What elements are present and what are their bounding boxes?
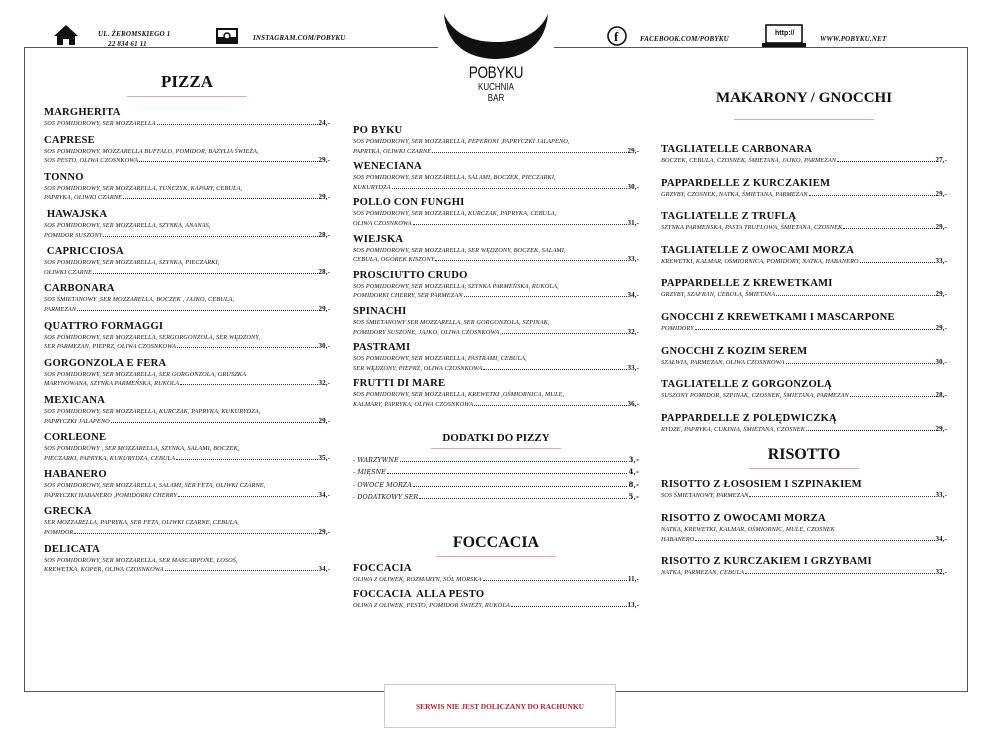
item-desc: POMIDORY SUSZONE, JAJKO, OLIWA CZOSNKOWA, — [353, 328, 501, 336]
item-desc: NATKA, KREWETKI, KALMAR, OŚMIORNIC, MULE, CZOSNEK — [661, 525, 835, 533]
menu-item — [661, 312, 947, 334]
addon-name: - WARZYWNE — [353, 456, 399, 464]
menu-item — [44, 246, 330, 277]
item-desc: KREWETKI, KALMAR, OŚMIORNICA, POMIDORY, NATKA, HABANERO — [661, 257, 859, 265]
item-price: 32,- — [935, 568, 947, 577]
leader-dots — [483, 369, 626, 370]
item-desc: GRZYBY, SZAFRAN, CEBULA, ŚMIETANA — [661, 291, 776, 299]
item-name: PAPPARDELLE Z KURCZAKIEM — [661, 177, 831, 189]
item-name: PO BYKU — [353, 125, 403, 136]
makarony-list — [661, 144, 947, 434]
menu-item — [353, 563, 639, 585]
menu-item — [44, 358, 330, 389]
item-price: 29,- — [935, 189, 947, 198]
item-price: 24,- — [318, 119, 330, 127]
item-price: 30,- — [627, 182, 639, 191]
pizza-title: PIZZA — [161, 72, 213, 91]
leader-dots — [165, 570, 318, 571]
menu-item — [661, 479, 947, 501]
service-note: SERWIS NIE JEST DOLICZANY DO RACHUNKU — [384, 684, 616, 728]
item-name: HAWAJSKA — [44, 208, 108, 220]
addon-price: 5,- — [628, 492, 639, 501]
item-name: TONNO — [44, 171, 84, 183]
addon-name: - OWOCE MORZA — [353, 481, 412, 489]
item-desc: KUKURYDZA — [353, 183, 391, 191]
dodatki-list — [353, 454, 639, 504]
item-desc: PAPRYKA, OLIWKI CZARNE — [353, 147, 432, 155]
item-price: 32,- — [627, 327, 639, 336]
item-desc: SER PARMEZAN, PIEPRZ, OLIWA CZOSNKOWA — [44, 343, 177, 351]
item-price: 29,- — [935, 290, 947, 299]
leader-dots — [850, 396, 935, 397]
item-desc: POMIDOR SUSZONY — [44, 231, 103, 239]
item-desc-last — [44, 528, 330, 538]
item-desc: SOS POMIDOROWY, MOZZARELLA BUFFALO, POMIDOR, BAZYLIA ŚWIEŻA, — [44, 147, 259, 155]
item-desc-last — [661, 324, 947, 334]
item-name: DELICATA — [44, 543, 100, 555]
menu-item — [44, 432, 330, 463]
item-desc-last — [661, 223, 947, 233]
item-desc-last — [44, 491, 330, 501]
item-price: 34,- — [935, 534, 947, 543]
menu-item — [44, 172, 330, 203]
right-column — [661, 90, 947, 590]
item-price: 28,- — [935, 391, 947, 400]
risotto-divider — [749, 468, 859, 469]
leader-dots — [180, 384, 317, 385]
addon-price: 4,- — [628, 467, 639, 476]
item-price: 29,- — [627, 146, 639, 155]
menu-item — [661, 278, 947, 300]
brand-sub2: BAR — [487, 93, 505, 104]
item-desc: SOS PESTO, OLIWA CZOSNKOWA — [44, 157, 139, 165]
item-desc: OLIWA Z OLIWEK, ROZMARYN, SÓL MORSKA — [353, 575, 482, 583]
item-name: PAPPARDELLE Z POLĘDWICZKĄ — [661, 412, 837, 424]
item-price: 29,- — [318, 304, 330, 313]
website-link[interactable]: WWW.POBYKU.NET — [820, 35, 887, 43]
item-desc-last — [44, 305, 330, 315]
leader-dots — [93, 273, 318, 274]
menu-item — [661, 178, 947, 200]
item-desc-last — [44, 231, 330, 241]
item-desc: CEBULA, OGÓREK KISZONY — [353, 256, 435, 264]
item-desc-last — [44, 193, 330, 203]
item-desc: SOS ŚMIETANOWY ,SER MOZZARELLA, BOCZEK , JAJKO, CEBULA, — [44, 296, 235, 304]
item-desc: PARMEZAN — [44, 305, 77, 313]
home-icon — [53, 24, 79, 46]
leader-dots — [776, 295, 934, 296]
item-price: 11,- — [627, 574, 639, 583]
addon-name: - MIĘSNE — [353, 469, 386, 476]
leader-dots — [413, 486, 628, 487]
item-desc: POMIDORKI CHERRY, SER PARMEZAN — [353, 292, 463, 300]
brand-name: POBYKU — [468, 63, 524, 82]
item-name: FOCCACIA ALLA PESTO — [353, 589, 485, 601]
leader-dots — [400, 461, 628, 462]
item-name: FRUTTI DI MARE — [353, 378, 446, 390]
addon-row — [353, 491, 639, 504]
leader-dots — [392, 188, 627, 189]
item-desc: BOCZEK, CEBULA, CZOSNEK, ŚMIETANA, JAJKO, PARMEZAN — [661, 157, 837, 164]
item-desc: MARYNOWANA, SZYNKA PARMEŃSKA, RUKOLA — [44, 380, 180, 388]
item-desc-last — [353, 183, 639, 193]
leader-dots — [103, 236, 317, 237]
item-desc-last — [353, 219, 639, 229]
leader-dots — [157, 124, 318, 125]
menu-item — [661, 211, 947, 233]
item-desc-last — [661, 425, 947, 435]
camera-icon — [216, 28, 238, 44]
item-desc-last — [44, 454, 330, 464]
item-name: FOCCACIA — [353, 562, 412, 574]
leader-dots — [77, 310, 317, 311]
item-price: 13,- — [627, 601, 639, 610]
menu-item — [353, 378, 639, 409]
instagram-link[interactable]: INSTAGRAM.COM/POBYKU — [253, 34, 346, 42]
item-name: PASTRAMI — [353, 342, 411, 354]
item-name: WIEJSKA — [353, 233, 404, 245]
pizza-column — [44, 72, 330, 581]
leader-dots — [464, 296, 627, 297]
leader-dots — [695, 329, 935, 330]
menu-item — [353, 125, 639, 156]
item-desc: SOS POMIDOROWY, SER MOZZARELLA, SZYNKA, ANANAS, — [44, 221, 211, 229]
item-price: 29,- — [318, 156, 330, 165]
item-desc-last — [44, 156, 330, 166]
menu-item — [44, 107, 330, 129]
item-price: 31,- — [627, 218, 639, 227]
leader-dots — [387, 473, 628, 474]
item-desc-last — [353, 255, 639, 265]
pizza-list — [44, 107, 330, 575]
leader-dots — [695, 540, 934, 541]
leader-dots — [837, 161, 934, 162]
addon-row — [353, 466, 639, 479]
menu-item — [353, 234, 639, 265]
item-desc-last — [44, 565, 330, 575]
menu-item — [353, 342, 639, 373]
horns-logo-icon — [438, 12, 554, 64]
item-name: POLLO CON FUNGHI — [353, 197, 465, 209]
menu-item — [353, 270, 639, 301]
item-desc: SOS POMIDOROWY, SER MOZZARELLA, TUŃCZYK, KAPARY, CEBULA, — [44, 184, 243, 192]
item-name: TAGLIATELLE CARBONARA — [661, 144, 813, 155]
menu-item — [661, 513, 947, 544]
addon-name: - DODATKOWY SER — [353, 494, 419, 501]
leader-dots — [806, 430, 934, 431]
item-desc: SZYNKA PARMEŃSKA, PASTA TRUFLOWA, ŚMIETANA, CZOSNEK — [661, 224, 843, 232]
facebook-link[interactable]: FACEBOOK.COM/POBYKU — [640, 35, 729, 43]
item-desc: SOS POMIDOROWY, SER MOZZARELLA, KURCZAK, PAPRYKA, KUKURYDZA, — [44, 407, 261, 415]
item-desc: SER MOZZARELLA, PAPRYKA, SER FETA, OLIWKI CZARNE, CEBULA, — [44, 519, 239, 527]
risotto-list — [661, 479, 947, 577]
pizza-divider — [127, 96, 247, 97]
item-desc-last — [44, 417, 330, 427]
leader-dots — [178, 496, 317, 497]
item-desc: PAPRYKA, OLIWKI CZARNE — [44, 194, 123, 202]
item-desc: HABANERO — [661, 535, 695, 543]
item-price: 27,- — [935, 156, 947, 164]
leader-dots — [860, 262, 935, 263]
item-name: QUATTRO FORMAGGI — [44, 320, 164, 332]
item-desc: PAPRYCZKI HABANERO ,POMIDORKI CHERRY — [44, 491, 178, 499]
item-desc: SOS ŚMIETANOWY, PARMEZAN — [661, 492, 749, 500]
leader-dots — [74, 533, 317, 534]
item-desc-last — [353, 400, 639, 410]
item-desc: PIECZARKI, PAPRYKA, KUKURYDZA, CEBULA — [44, 454, 176, 462]
addon-price: 8,- — [628, 479, 639, 489]
addon-row — [353, 479, 639, 492]
item-desc: SOS POMIDOROWY, SER MOZZARELLA, SER MASCARPONE, ŁOSOŚ, — [44, 556, 238, 564]
item-desc-last — [353, 291, 639, 301]
item-price: 33,- — [935, 491, 947, 500]
brand-sub1: KUCHNIA — [477, 82, 514, 93]
leader-dots — [749, 496, 934, 497]
leader-dots — [502, 333, 627, 334]
item-price: 33,- — [627, 363, 639, 372]
item-desc: POMIDORY — [661, 324, 694, 332]
item-name: RISOTTO Z KURCZAKIEM I GRZYBAMI — [661, 556, 872, 568]
addon-row — [353, 454, 639, 467]
item-price: 30,- — [318, 342, 330, 351]
item-desc-last — [661, 358, 947, 368]
item-desc: OLIWA CZOSNKOWA — [353, 219, 412, 227]
item-desc-last — [353, 147, 639, 157]
item-desc-last — [661, 535, 947, 545]
item-name: MEXICANA — [44, 394, 106, 406]
phone: 22 834 61 11 — [108, 40, 147, 48]
item-name: PAPPARDELLE Z KREWETKAMI — [661, 278, 833, 290]
leader-dots — [419, 498, 627, 499]
item-desc: SOS POMIDOROWY, SER MOZZARELLA, KREWETKI ,OŚMIORNICA, MULE, — [353, 391, 565, 399]
item-desc: PAPRYCZKI JALAPENO — [44, 417, 110, 425]
item-desc-last — [661, 391, 947, 401]
item-desc: SZAŁWIA, PARMEZAN, OLIWA CZOSNKOWA — [661, 358, 785, 366]
item-desc: RYDZE, PAPRYKA, CUKINIA, ŚMIETANA, CZOSNEK — [661, 425, 806, 433]
leader-dots — [177, 347, 317, 348]
item-desc: SOS POMIDOROWY, SER MOZZARELLA, SER GORGONZOLA, GRUSZKA — [44, 370, 247, 378]
menu-item — [44, 506, 330, 537]
leader-dots — [176, 459, 317, 460]
item-name: CAPRESE — [44, 134, 95, 146]
item-name: GRECKA — [44, 506, 92, 518]
logo — [438, 12, 554, 120]
leader-dots — [474, 405, 626, 406]
addon-price: 3,- — [628, 454, 639, 464]
item-desc: SOS POMIDOROWY, SER MOZZARELLA, SER WĘDZONY, BOCZEK, SALAMI, — [353, 246, 566, 254]
menu-item — [44, 395, 330, 426]
item-desc: SOS POMIDOROWY , SER MOZZARELLA, SZYNKA, SALAMI, BOCZEK, — [44, 445, 240, 453]
item-desc-last — [661, 290, 947, 300]
item-desc-last — [353, 364, 639, 374]
middle-column — [353, 125, 639, 616]
item-desc-last — [353, 575, 639, 585]
menu-item — [353, 306, 639, 337]
item-name: TAGLIATELLE Z OWOCAMI MORZA — [661, 244, 855, 256]
item-price: 29,- — [318, 193, 330, 202]
risotto-title: RISOTTO — [767, 446, 841, 464]
menu-item — [44, 209, 330, 240]
item-name: CARBONARA — [44, 283, 115, 295]
item-name: RISOTTO Z OWOCAMI MORZA — [661, 512, 826, 524]
item-price: 29,- — [935, 223, 947, 232]
item-desc: SOS POMIDOROWY, SER MOZZARELLA — [44, 120, 156, 127]
leader-dots — [413, 224, 627, 225]
item-desc: KREWETKA, KOPER, OLIWA CZOSNKOWA — [44, 566, 164, 574]
foccacia-title: FOCCACIA — [452, 533, 540, 551]
address-line1: UL. ŻEROMSKIEGO 1 — [98, 30, 171, 38]
leader-dots — [111, 422, 318, 423]
leader-dots — [786, 363, 935, 364]
leader-dots — [745, 573, 934, 574]
item-name: PROSCIUTTO CRUDO — [353, 269, 468, 281]
item-desc: POMIDOR — [44, 529, 74, 537]
item-desc-last — [353, 328, 639, 338]
menu-item — [44, 283, 330, 314]
item-price: 35,- — [318, 453, 330, 462]
menu-item — [661, 413, 947, 435]
menu-item — [661, 346, 947, 368]
menu-item — [661, 556, 947, 578]
item-desc: SOS POMIDOROWY, SER MOZZARELLA, SERGORGONZOLA, SER WĘDZONY, — [44, 333, 261, 341]
item-name: CORLEONE — [44, 432, 107, 444]
item-desc: SUSZONY POMIDOR, SZPINAK, CZOSNEK, ŚMIETANA, PARMEZAN — [661, 392, 849, 400]
leader-dots — [809, 195, 935, 196]
item-price: 28,- — [318, 230, 330, 239]
item-desc-last — [661, 156, 947, 166]
item-desc: SOS POMIDOROWY, SER MOZZARELLA, SALAMI, BOCZEK, PIECZARKI, — [353, 174, 556, 182]
leader-dots — [435, 260, 626, 261]
foccacia-divider — [436, 556, 556, 557]
item-price: 29,- — [318, 416, 330, 425]
item-desc: OLIWA Z OLIWEK, PESTO, POMIDOR ŚWIEŻY, RUKOLA — [353, 602, 510, 610]
item-price: 33,- — [627, 255, 639, 264]
item-desc-last — [44, 342, 330, 352]
item-desc-last — [44, 268, 330, 278]
item-desc-last — [44, 379, 330, 389]
item-price: 33,- — [935, 256, 947, 265]
item-name: GNOCCHI Z KREWETKAMI I MASCARPONE — [661, 311, 895, 323]
item-name: SPINACHI — [353, 305, 407, 317]
item-desc: SER WĘDZONY, PIEPRZ, OLIWA CZOSNKOWA — [353, 364, 483, 372]
item-desc: OLIWKI CZARNE — [44, 268, 93, 276]
menu-item — [353, 161, 639, 192]
item-desc: KALMARY, PAPRYKA, OLIWA CZOSNKOWA — [353, 400, 474, 408]
makarony-divider — [734, 119, 874, 120]
item-name: HABANERO — [44, 469, 107, 481]
item-price: 34,- — [627, 291, 639, 300]
dodatki-title: DODATKI DO PIZZY — [442, 431, 550, 444]
item-desc: SOS POMIDOROWY, SER MOZZARELLA, KURCZAK, PAPRYKA, CEBULA, — [353, 210, 557, 218]
item-desc: NATKA, PARMEZAN, CEBULA — [661, 569, 745, 577]
leader-dots — [123, 198, 317, 199]
foccacia-list — [353, 563, 639, 611]
menu-item — [661, 245, 947, 267]
menu-item — [44, 469, 330, 500]
item-price: 34,- — [318, 565, 330, 574]
item-desc: SOS POMIDOROWY, SER MOZZARELLA, SZYNKA PARMEŃSKA, RUKOLA, — [353, 282, 559, 290]
item-price: 34,- — [318, 490, 330, 499]
menu-item — [44, 544, 330, 575]
item-name: GNOCCHI Z KOZIM SEREM — [661, 345, 808, 357]
menu-item — [44, 135, 330, 166]
item-desc-last — [661, 257, 947, 267]
item-desc-last — [661, 190, 947, 200]
item-price: 28,- — [318, 267, 330, 276]
web-badge: http:// — [775, 30, 795, 37]
item-desc-last — [353, 601, 639, 611]
dodatki-divider — [431, 448, 561, 449]
item-desc-last — [661, 568, 947, 578]
makarony-title: MAKARONY / GNOCCHI — [715, 90, 893, 106]
menu-item — [661, 144, 947, 166]
item-name: MARGHERITA — [44, 107, 121, 118]
item-price: 29,- — [935, 424, 947, 433]
item-name: TAGLIATELLE Z TRUFLĄ — [661, 211, 797, 223]
pizza2-list — [353, 125, 639, 410]
item-name: TAGLIATELLE Z GORGONZOLĄ — [661, 379, 832, 391]
item-desc: SOS POMIDOROWY, SER MOZZARELLA, SALAMI, SER FETA, OLIWKI CZARNE, — [44, 482, 266, 490]
item-name: CAPRICCIOSA — [44, 246, 124, 258]
item-desc: SOS POMIDOROWY, SER MOZZARELLA, PASTRAMI, CEBULA, — [353, 355, 527, 363]
leader-dots — [483, 580, 627, 581]
item-name: GORGONZOLA E FERA — [44, 357, 167, 369]
item-desc: GRZYBY, CZOSNEK, NATKA, ŚMIETANA, PARMEZAN — [661, 190, 808, 198]
menu-item — [353, 197, 639, 228]
svg-text:f: f — [614, 29, 619, 44]
item-price: 36,- — [627, 399, 639, 408]
item-price: 30,- — [935, 357, 947, 366]
item-desc: SOS POMIDOROWY, SER MOZZARELLA, PEPERONI ,PAPRYCZKI JALAPENO, — [353, 138, 570, 145]
menu-item — [44, 321, 330, 352]
item-desc-last — [661, 491, 947, 501]
item-desc-last — [44, 119, 330, 129]
menu-item — [353, 589, 639, 611]
item-name: WENECIANA — [353, 161, 422, 173]
item-price: 29,- — [935, 323, 947, 332]
menu-item — [661, 379, 947, 401]
leader-dots — [139, 161, 317, 162]
facebook-icon — [607, 26, 627, 46]
item-desc: SOS ŚMIETANOWY SER MOZZARELLA, SER GORGONZOLA, SZPINAK, — [353, 318, 550, 326]
leader-dots — [843, 228, 934, 229]
item-price: 29,- — [318, 528, 330, 537]
item-desc: SOS POMIDOROWY, SER MOZZARELLA, SZYNKA, PIECZARKI, — [44, 259, 220, 267]
leader-dots — [432, 152, 626, 153]
item-price: 32,- — [318, 379, 330, 388]
leader-dots — [511, 606, 627, 607]
item-name: RISOTTO Z ŁOSOSIEM I SZPINAKIEM — [661, 479, 862, 491]
